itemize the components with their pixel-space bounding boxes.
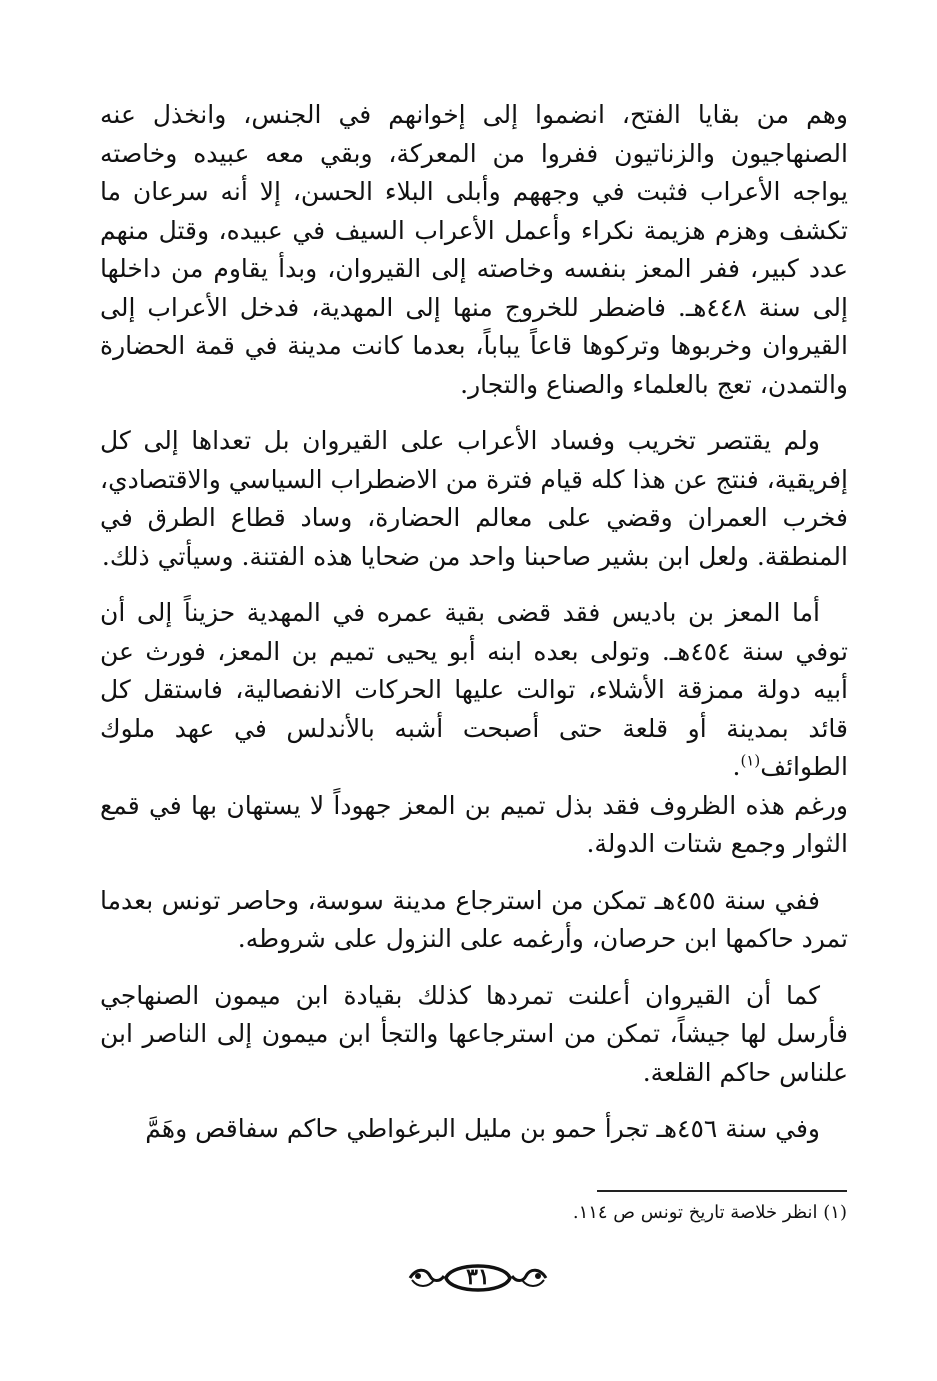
- main-text: [100, 96, 848, 1167]
- paragraph-3: [100, 594, 848, 787]
- paragraph-1: وهم من بقايا الفتح، انضموا إلى إخوانهم في الجنس، وانخذل عنه الصنهاجيون والزناتيون ففروا من المعركة، وبقي معه عبيده وخاصته يواجه الأعراب فثبت في وجههم وأبلى البلاء الحسن، إلا أنه سرعان ما تكشف وهزم هزيمة نكراء وأعمل الأعراب السيف في عبيده، وقتل منهم عدد كبير، ففر المعز بنفسه وخاصته إلى القيروان، وبدأ يقاوم من داخلها إلى سنة ٤٤٨هـ. فاضطر للخروج منها إلى المهدية، فدخل الأعراب إلى القيروان وخربوها وتركوها قاعاً يباباً، بعدما كانت مدينة في قمة الحضارة والتمدن، تعج بالعلماء والصناع والتجار.: [100, 100, 848, 399]
- paragraph-7: وفي سنة ٤٥٦هـ تجرأ حمو بن مليل البرغواطي حاكم سفاقص وهَمَّ: [145, 1114, 820, 1143]
- footnote: (١) انظر خلاصة تاريخ تونس ص ١١٤.: [572, 1202, 847, 1223]
- paragraph-4: ورغم هذه الظروف فقد بذل تميم بن المعز جهوداً لا يستهان بها في قمع الثوار وجمع شتات الدولة.: [100, 790, 848, 858]
- paragraph-3-end: .: [732, 752, 741, 781]
- footnote-reference[interactable]: (١): [740, 751, 761, 770]
- paragraph-6: كما أن القيروان أعلنت تمردها كذلك بقيادة ابن ميمون الصنهاجي فأرسل لها جيشاً، تمكن من استرجاعها والتجأ ابن ميمون إلى الناصر ابن علناس حاكم القلعة.: [100, 980, 848, 1087]
- paragraph-3-text: أما المعز بن باديس فقد قضى بقية عمره في المهدية حزيناً إلى أن توفي سنة ٤٥٤هـ. وتولى بعده ابنه أبو يحيى تميم بن المعز، فورث عن أبيه دولة ممزقة الأشلاء، توالت عليها الحركات الانفصالية، فاستقل كل قائد بمدينة أو قلعة حتى أصبحت أشبه بالأندلس في عهد ملوك الطوائف: [100, 598, 849, 781]
- paragraph-2: ولم يقتصر تخريب وفساد الأعراب على القيروان بل تعداها إلى كل إفريقية، فنتج عن هذا كله قيام فترة من الاضطراب السياسي والاقتصادي، فخرب العمران وقضي على معالم الحضارة، وساد قطاع الطرق في المنطقة. ولعل ابن بشير صاحبنا واحد من ضحايا هذه الفتنة. وسيأتي ذلك.: [100, 426, 848, 571]
- footnote-divider: [597, 1190, 847, 1192]
- page-number-ornament: [408, 1258, 548, 1298]
- page-number: ٣١: [466, 1264, 490, 1290]
- paragraph-5: ففي سنة ٤٥٥هـ تمكن من استرجاع مدينة سوسة، وحاصر تونس بعدما تمرد حاكمها ابن حرصان، وأرغمه على النزول على شروطه.: [100, 885, 848, 953]
